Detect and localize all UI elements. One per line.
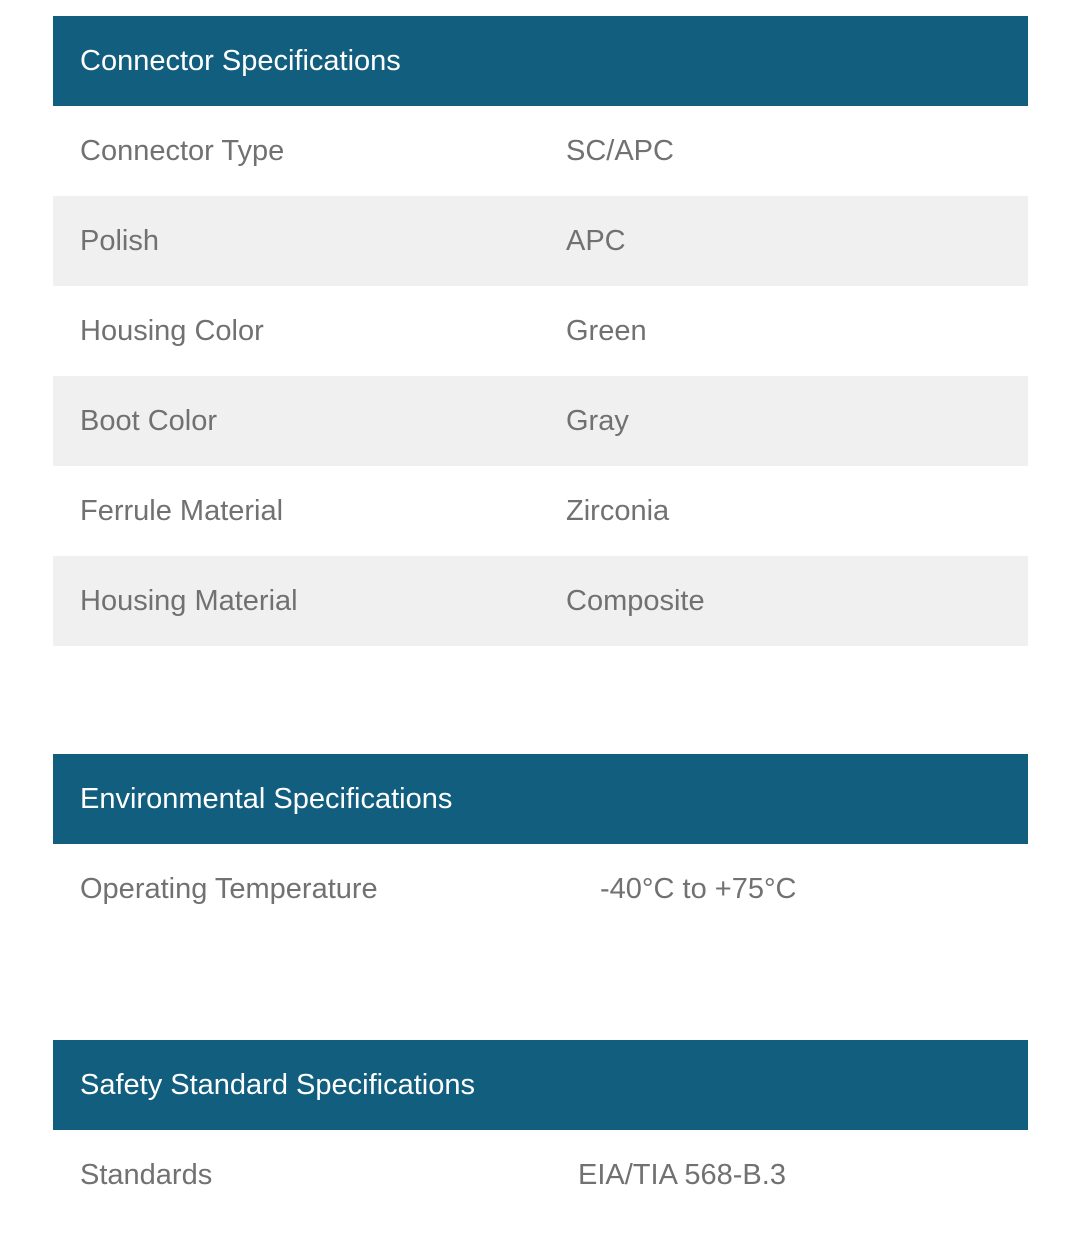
spec-label: Boot Color: [80, 404, 218, 437]
section-title: Safety Standard Specifications: [80, 1068, 475, 1101]
spec-value: Gray: [566, 404, 629, 437]
spec-label: Polish: [80, 224, 159, 257]
section-header-safety: [53, 1040, 1028, 1130]
section-header-environmental: [53, 754, 1028, 844]
section-header-connector: [53, 16, 1028, 106]
spec-label: Housing Color: [80, 314, 264, 347]
spec-row: [53, 1130, 1028, 1220]
spec-value: SC/APC: [566, 134, 674, 167]
spec-row: [53, 106, 1028, 196]
spec-value: Composite: [566, 584, 705, 617]
section-title: Environmental Specifications: [80, 782, 453, 815]
spec-value: Green: [566, 314, 647, 347]
spec-value: -40°C to +75°C: [600, 872, 797, 905]
spec-row: [53, 466, 1028, 556]
spec-value: EIA/TIA 568-B.3: [578, 1158, 786, 1191]
spec-label: Ferrule Material: [80, 494, 284, 527]
spec-row: [53, 556, 1028, 646]
safety-standard-specifications-section: [53, 1040, 1028, 1220]
spec-row: [53, 286, 1028, 376]
spec-label: Connector Type: [80, 134, 285, 167]
spec-row: [53, 376, 1028, 466]
spec-label: Operating Temperature: [80, 872, 378, 905]
spec-label: Housing Material: [80, 584, 298, 617]
section-title: Connector Specifications: [80, 44, 401, 77]
connector-specifications-section: [53, 16, 1028, 646]
environmental-specifications-section: [53, 754, 1028, 934]
spec-label: Standards: [80, 1158, 213, 1191]
spec-value: APC: [566, 224, 626, 257]
spec-value: Zirconia: [566, 494, 670, 527]
spec-row: [53, 196, 1028, 286]
spec-row: [53, 844, 1028, 934]
